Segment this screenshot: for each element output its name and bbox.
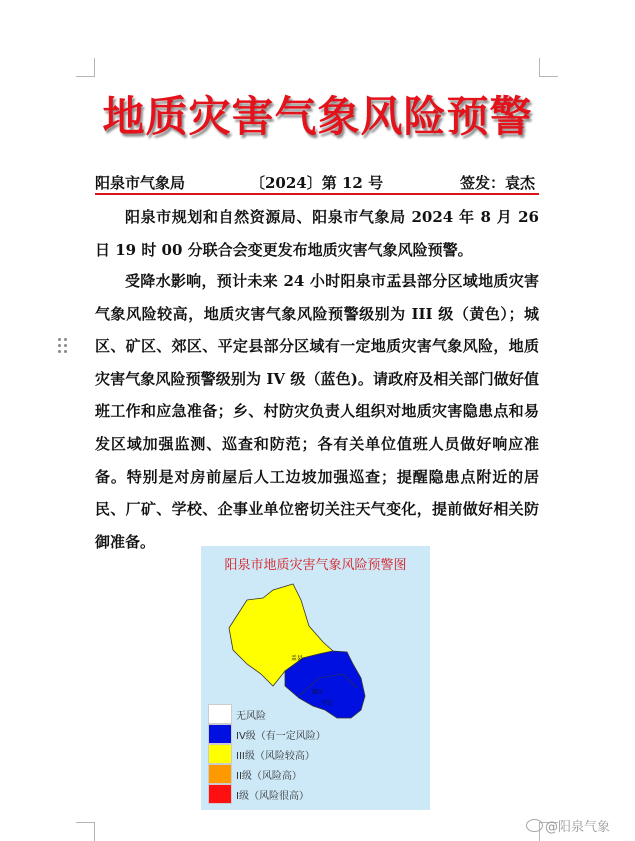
legend-swatch bbox=[208, 764, 232, 784]
legend-swatch bbox=[208, 724, 232, 744]
legend-label: IV级（有一定风险） bbox=[236, 731, 326, 742]
map-title: 阳泉市地质灾害气象风险预警图 bbox=[224, 558, 407, 573]
legend-label: III级（风险较高） bbox=[236, 751, 315, 762]
paragraph-forecast: 受降水影响，预计未来 24 小时阳泉市盂县部分区域地质灾害气象风险较高，地质灾害气象风险预警级别为 III 级（黄色）；城区、矿区、郊区、平定县部分区域有一定地质灾害气象风险，地质灾害气象风险预警级别为 IV 级（蓝色)。请政府及相关部门做好值班工作和应急准备；乡、村防灾负责人组织对地质灾害隐患点和易发区域加强监测、巡查和防范；各有关单位值班人员做好响应准备。特别是对房前屋后人工边坡加强巡查；提醒隐患点附近的居民、厂矿、学校、企事业单位密切关注天气变化，提前做好相关防御准备。 bbox=[95, 272, 539, 551]
document-title: 地质灾害气象风险预警 bbox=[102, 92, 533, 141]
legend-swatch bbox=[208, 784, 232, 804]
weibo-watermark bbox=[526, 816, 610, 835]
issuer: 阳泉市气象局 bbox=[95, 174, 186, 192]
legend-item bbox=[208, 744, 428, 764]
legend-label: I级（风险很高） bbox=[236, 791, 309, 802]
place-label-yuxian: 盂县 bbox=[291, 655, 304, 662]
legend-swatch bbox=[208, 744, 232, 764]
warning-map bbox=[201, 546, 430, 810]
signer: 签发：袁杰 bbox=[460, 174, 536, 192]
crop-mark-top-right bbox=[539, 58, 558, 77]
legend-label: 无风险 bbox=[236, 711, 266, 722]
watermark-text: @阳泉气象 bbox=[545, 820, 611, 835]
legend-item bbox=[208, 704, 428, 724]
crop-mark-top-left bbox=[76, 58, 95, 77]
legend-item bbox=[208, 764, 428, 784]
place-label-jiaoqu: 郊区 bbox=[311, 689, 324, 696]
red-divider-line bbox=[95, 193, 539, 195]
drag-handle-icon[interactable] bbox=[58, 338, 70, 354]
legend-swatch bbox=[208, 704, 232, 724]
place-label-pingding: 平定 bbox=[321, 700, 334, 707]
paragraph-announcement: 阳泉市规划和自然资源局、阳泉市气象局 2024 年 8 月 26 日 19 时 00 分联合会变更发布地质灾害气象风险预警。 bbox=[95, 208, 539, 259]
document-number: 〔2024〕第 12 号 bbox=[250, 174, 384, 192]
crop-mark-bottom-left bbox=[76, 822, 95, 841]
legend-item bbox=[208, 784, 428, 804]
legend-label: II级（风险高） bbox=[236, 771, 302, 782]
weibo-icon bbox=[526, 819, 543, 832]
legend-item bbox=[208, 724, 428, 744]
